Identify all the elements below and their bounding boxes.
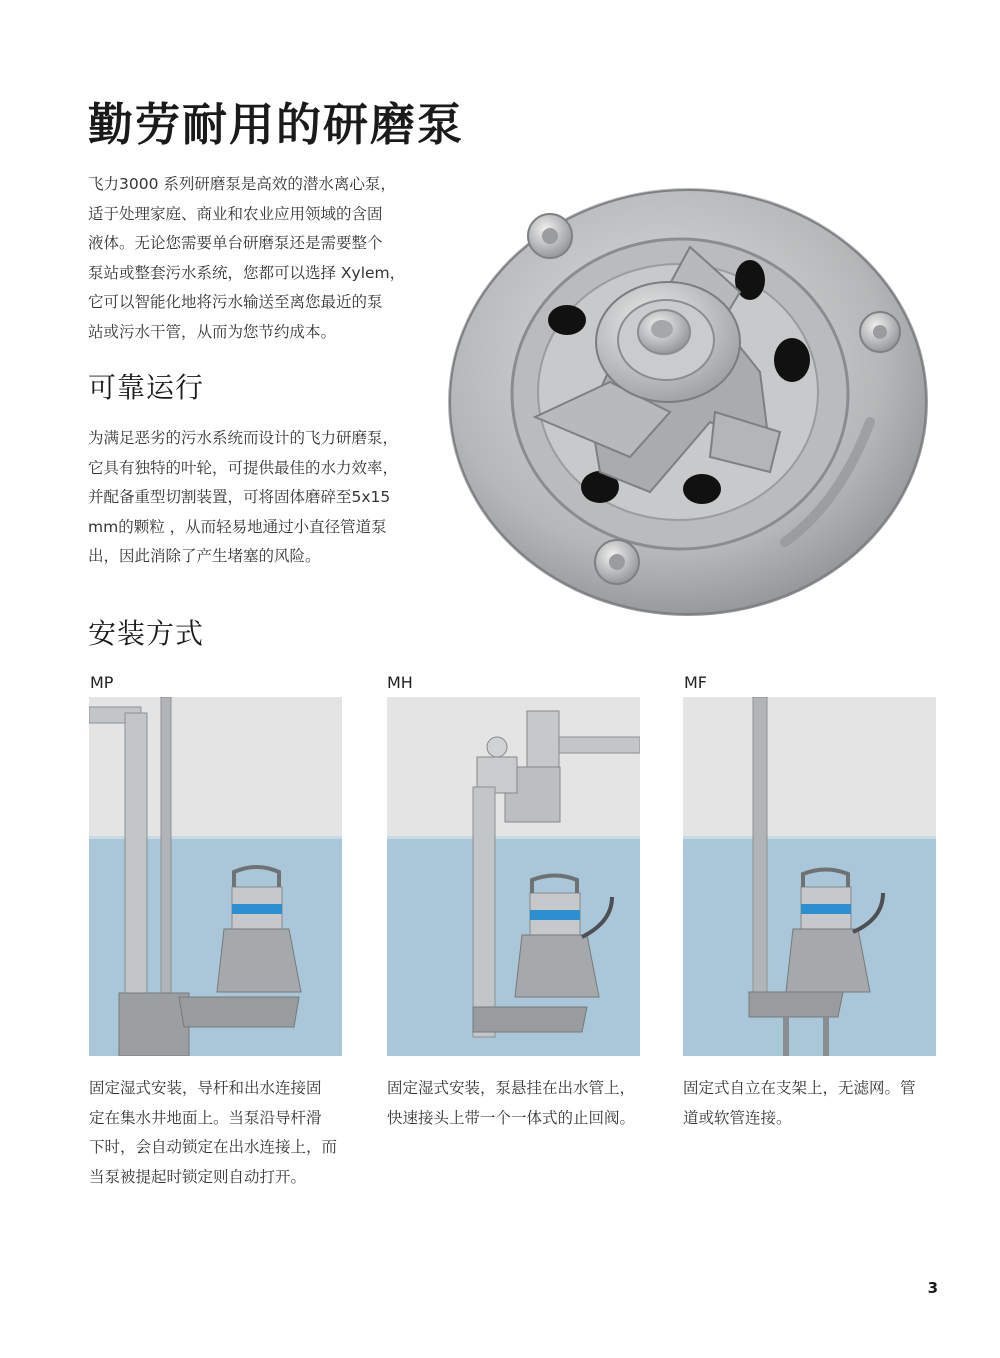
caption-line: 固定湿式安装，泵悬挂在出水管上， <box>387 1079 636 1097</box>
caption-line: 固定湿式安装，导杆和出水连接固 <box>89 1079 322 1097</box>
page-title: 勤劳耐用的研磨泵 <box>88 98 465 151</box>
mh-caption <box>387 1074 657 1133</box>
section-heading-install: 安装方式 <box>88 617 205 650</box>
intro-line: 飞力3000 系列研磨泵是高效的潜水离心泵， <box>88 175 396 193</box>
caption-line: 道或软管连接。 <box>683 1108 792 1127</box>
mp-caption <box>89 1074 359 1192</box>
install-label-mh: MH <box>387 673 413 692</box>
install-label-mf: MF <box>684 673 708 692</box>
grinder-impeller-image <box>440 182 930 622</box>
intro-paragraph <box>88 170 428 347</box>
reliable-line: mm的颗粒 ，从而轻易地通过小直径管道泵 <box>88 517 387 536</box>
caption-line: 固定式自立在支架上，无滤网。管 <box>683 1079 916 1097</box>
section-heading-reliable: 可靠运行 <box>88 371 205 404</box>
mp-installation-image <box>89 697 342 1056</box>
reliable-line: 并配备重型切割装置，可将固体磨碎至5x15 <box>88 488 391 506</box>
install-label-mp: MP <box>90 673 114 692</box>
reliable-paragraph <box>88 424 428 572</box>
intro-line: 站或污水干管，从而为您节约成本。 <box>88 322 337 341</box>
page-number: 3 <box>927 1279 938 1297</box>
reliable-line: 出，因此消除了产生堵塞的风险。 <box>88 547 321 565</box>
intro-line: 适于处理家庭、商业和农业应用领域的含固 <box>88 204 383 223</box>
caption-line: 下时，会自动锁定在出水连接上，而 <box>89 1138 338 1156</box>
reliable-line: 它具有独特的叶轮，可提供最佳的水力效率， <box>88 458 399 477</box>
mf-caption <box>683 1074 953 1133</box>
intro-line: 泵站或整套污水系统，您都可以选择 Xylem， <box>88 263 406 282</box>
mf-installation-image <box>683 697 936 1056</box>
intro-line: 液体。无论您需要单台研磨泵还是需要整个 <box>88 234 383 252</box>
caption-line: 快速接头上带一个一体式的止回阀。 <box>387 1108 636 1127</box>
caption-line: 当泵被提起时锁定则自动打开。 <box>89 1167 307 1186</box>
reliable-line: 为满足恶劣的污水系统而设计的飞力研磨泵， <box>88 429 399 447</box>
mh-installation-image <box>387 697 640 1056</box>
intro-line: 它可以智能化地将污水输送至离您最近的泵 <box>88 293 383 311</box>
caption-line: 定在集水井地面上。当泵沿导杆滑 <box>89 1108 322 1127</box>
